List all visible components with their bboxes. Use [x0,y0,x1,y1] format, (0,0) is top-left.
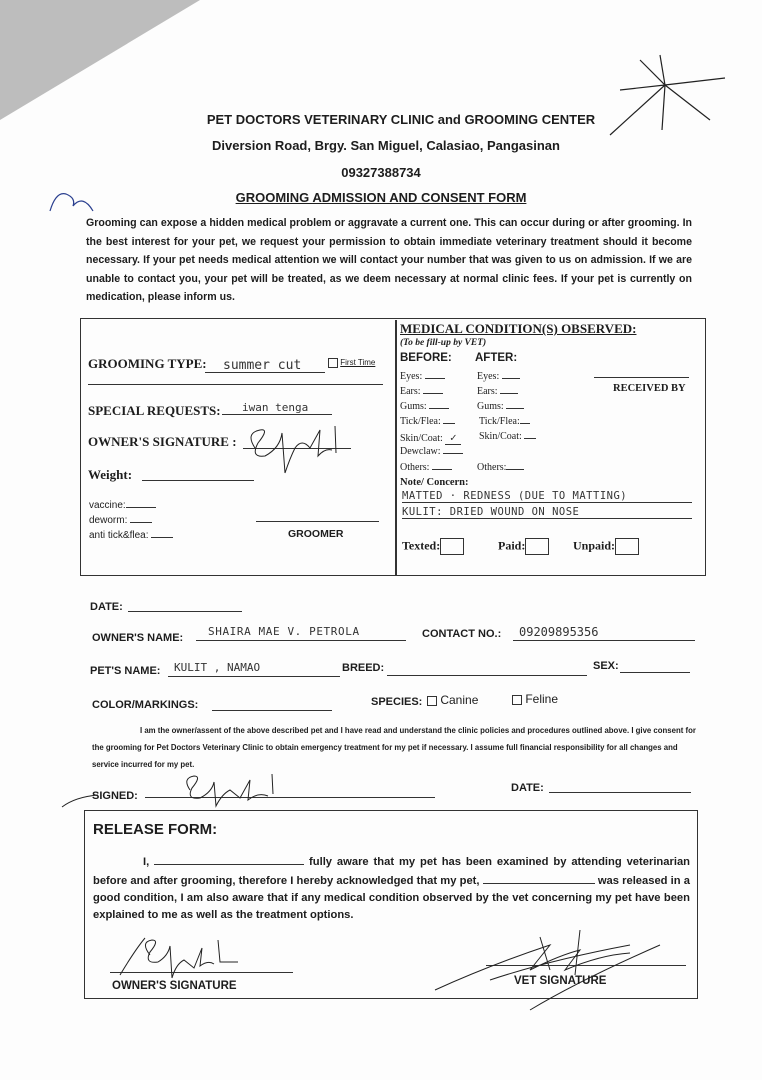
color-field[interactable] [212,697,332,711]
clinic-address: Diversion Road, Brgy. San Miguel, Calasiao, Pangasinan [212,138,560,153]
first-time-checkbox[interactable] [328,358,375,368]
clinic-name: PET DOCTORS VETERINARY CLINIC and GROOMING CENTER [206,112,596,127]
note-label: Note/ Concern: [400,477,469,488]
after-eyes [477,371,520,382]
canine-label: Canine [440,693,479,707]
after-tick [479,416,530,427]
sex-label: SEX: [593,660,619,672]
owner-signature-scribble [240,418,350,478]
release-name-field[interactable] [154,852,304,865]
texted-checkbox[interactable] [440,538,464,555]
before-gums-label: Gums: [400,401,427,412]
before-others [400,462,452,473]
consent-date-label: DATE: [511,782,544,794]
vet-signature-scribble [430,925,690,1015]
date-field[interactable] [128,598,242,612]
after-skin-label: Skin/Coat: [479,431,522,442]
received-by-line[interactable] [594,377,689,378]
unpaid-checkbox[interactable] [615,538,639,555]
after-ears-label: Ears: [477,386,498,397]
special-requests-label: SPECIAL REQUESTS: [88,403,221,418]
breed-label: BREED: [342,662,385,674]
contact-field[interactable]: 09209895356 [513,625,695,641]
anti-tick-label: anti tick&flea: [89,530,149,541]
consent-signature-scribble [180,770,300,810]
grooming-type-label: GROOMING TYPE: [88,356,207,371]
before-skin-check[interactable]: ✓ [445,431,461,445]
after-gums-field[interactable] [506,408,524,409]
deworm-field[interactable] [130,522,152,523]
grooming-extra-line [88,384,383,385]
before-label: BEFORE: [400,352,452,364]
after-eyes-label: Eyes: [477,371,500,382]
groomer-line[interactable] [256,521,379,522]
owner-name-field[interactable]: SHAIRA MAE V. PETROLA [196,625,406,641]
canine-checkbox[interactable] [427,696,437,706]
consent-text: I am the owner/assent of the above described pet and I have read and understand the clinic policies and procedures outlined above. I give consent for the grooming for Pet Doctors Veterinary Clinic to obtain emergency treatment for my pet if necessary. I assume full financial responsibility for all changes and service incurred for my pet. [92,726,696,769]
species-label: SPECIES: [371,696,423,708]
after-tick-field[interactable] [520,423,530,424]
feline-label: Feline [525,692,559,706]
after-tick-label: Tick/Flea: [479,416,520,427]
before-ears [400,386,443,397]
sex-field[interactable] [620,658,690,673]
deworm-row [89,515,152,526]
after-label: AFTER: [475,352,518,364]
form-title: GROOMING ADMISSION AND CONSENT FORM [235,190,527,205]
grooming-type-field[interactable] [205,356,325,373]
after-skin-field[interactable] [524,438,536,439]
unpaid-row [573,538,639,555]
special-requests-field[interactable] [222,398,332,415]
after-gums [477,401,524,412]
before-eyes-field[interactable] [425,378,445,379]
medical-subtitle: (To be fill-up by VET) [400,338,487,348]
anti-tick-field[interactable] [151,537,173,538]
box-divider [395,320,397,575]
after-others [477,462,524,473]
vaccine-label: vaccine: [89,500,126,511]
special-requests-value: iwan tenga [242,401,309,414]
pet-name-field[interactable]: KULIT , NAMAO [168,661,340,677]
before-gums [400,401,449,412]
before-tick-field[interactable] [443,423,455,424]
before-ears-label: Ears: [400,386,421,397]
folded-corner [0,0,200,120]
release-title: RELEASE FORM: [93,821,218,838]
feline-option[interactable] [512,692,558,706]
before-gums-field[interactable] [429,408,449,409]
before-others-label: Others: [400,462,430,473]
date-label: DATE: [90,601,123,613]
before-dewclaw-label: Dewclaw: [400,446,441,457]
clinic-phone: 09327388734 [341,165,421,180]
paid-checkbox[interactable] [525,538,549,555]
note-line-2[interactable]: KULIT: DRIED WOUND ON NOSE [402,506,692,519]
before-tick [400,416,455,427]
before-eyes [400,371,445,382]
release-text-1: fully aware that my pet has been examined by attending veterinarian before and after grooming, therefore I hereby acknowledged that my pet, [93,856,691,887]
breed-field[interactable] [387,661,587,676]
pet-name-label: PET'S NAME: [90,665,161,677]
canine-option[interactable] [427,693,478,707]
intro-paragraph: Grooming can expose a hidden medical problem or aggravate a current one. This can occur during or after grooming. In the best interest for your pet, we request your permission to obtain immediate veterinary treatment should it become necessary. If your pet needs medical attention we will contact your number that was given to us on admission. If we are unable to contact you, your pet will be treated, as we deem necessary at normal clinic fees. If your pet is currently on medication, please inform us. [86,217,692,303]
before-others-field[interactable] [432,469,452,470]
release-owner-sig-label: OWNER'S SIGNATURE [112,980,237,992]
release-text-2: was released in a good condition, I am also aware that if any medical condition observed by the vet concerning my pet have been explained to me as well as the treatment options. [93,875,690,921]
before-dewclaw [400,446,463,457]
deworm-label: deworm: [89,515,128,526]
release-text [93,852,690,924]
after-gums-label: Gums: [477,401,504,412]
consent-date-field[interactable] [549,779,691,793]
after-others-field[interactable] [506,469,524,470]
release-text-i: I, [143,856,150,868]
after-eyes-field[interactable] [502,378,520,379]
after-skin [479,431,536,442]
weight-label: Weight: [88,467,133,482]
paid-label: Paid: [498,538,526,553]
feline-checkbox[interactable] [512,695,522,705]
contact-label: CONTACT NO.: [422,628,502,640]
received-by-label: RECEIVED BY [613,383,686,394]
owner-name-label: OWNER'S NAME: [92,632,184,644]
signed-label: SIGNED: [92,790,138,802]
note-line-1[interactable]: MATTED · REDNESS (DUE TO MATTING) [402,490,692,503]
before-skin [400,431,461,445]
vaccine-field[interactable] [126,507,156,508]
medical-title: MEDICAL CONDITION(S) OBSERVED: [400,321,637,336]
before-tick-label: Tick/Flea: [400,416,441,427]
release-vet-sig-label: VET SIGNATURE [514,975,607,987]
pen-stroke [60,785,100,810]
unpaid-label: Unpaid: [573,538,616,553]
grooming-type-value: summer cut [223,358,302,373]
release-pet-field[interactable] [483,871,595,884]
groomer-label: GROOMER [288,528,344,540]
paid-row [498,538,549,555]
before-ears-field[interactable] [423,393,443,394]
color-label: COLOR/MARKINGS: [92,699,199,711]
texted-label: Texted: [402,538,441,553]
before-skin-label: Skin/Coat: [400,433,443,444]
anti-tick-row [89,530,173,541]
before-eyes-label: Eyes: [400,371,423,382]
weight-field[interactable] [142,466,254,481]
owner-signature-label: OWNER'S SIGNATURE : [88,434,237,449]
vaccine-row [89,500,156,511]
first-time-label: First Time [340,358,376,368]
before-dewclaw-field[interactable] [443,453,463,454]
after-ears [477,386,518,397]
after-others-label: Others: [477,462,507,473]
after-ears-field[interactable] [500,393,518,394]
texted-row [402,538,464,555]
